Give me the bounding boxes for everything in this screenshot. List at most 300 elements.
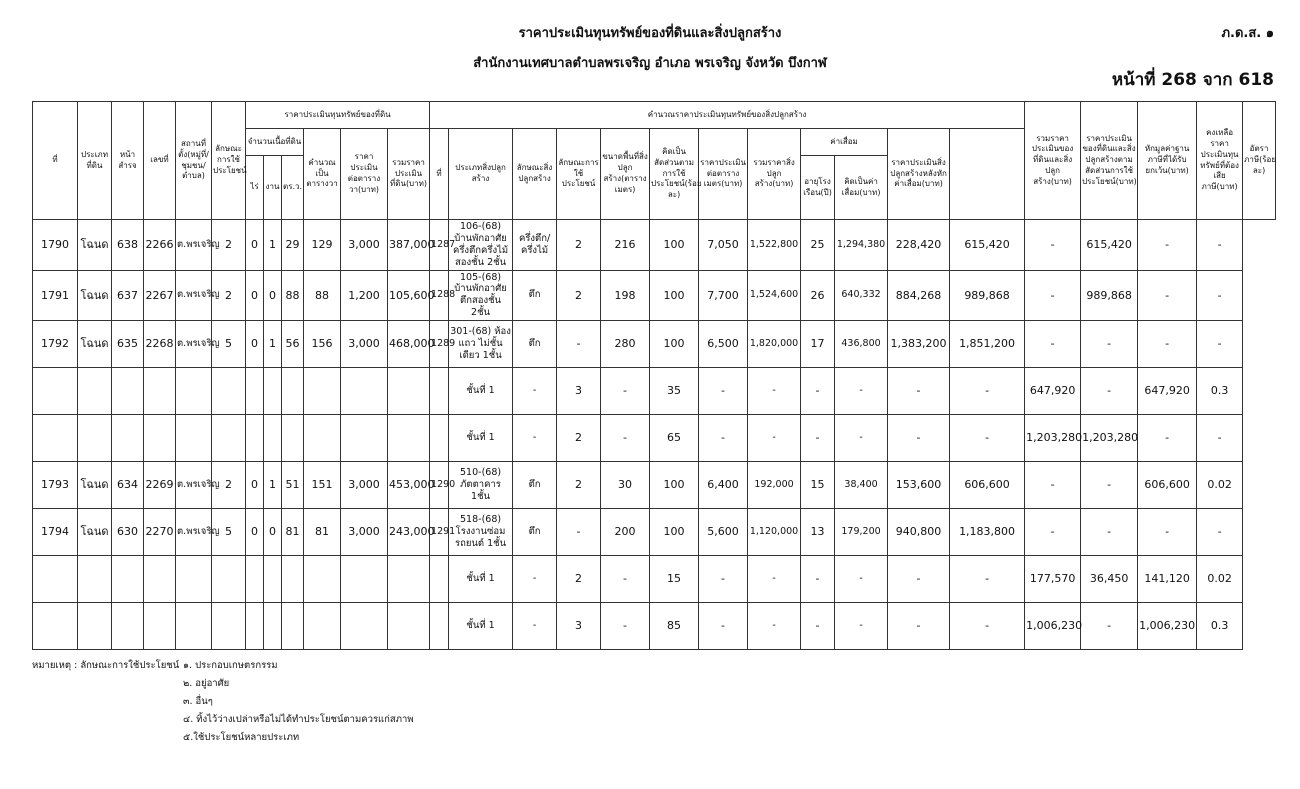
cell-land [388, 556, 430, 603]
cell-after: 228,420 [888, 220, 950, 271]
cell-loc [176, 368, 212, 415]
cell-after: 153,600 [888, 462, 950, 509]
cell-bno: 1291 [430, 509, 449, 556]
col-rate: อัตราภาษี(ร้อยละ) [1243, 102, 1276, 220]
cell-rate: - [1197, 415, 1243, 462]
col-grand-total: รวมราคาประเมินของที่ดินและสิ่งปลูกสร้าง(บาท) [1025, 102, 1081, 220]
cell-grand: 615,420 [950, 220, 1025, 271]
cell-psqm: 6,500 [699, 321, 748, 368]
cell-btotal: - [748, 415, 801, 462]
cell-wa [282, 556, 304, 603]
group-depreciation: ค่าเสื่อม [801, 129, 888, 156]
document-title: ราคาประเมินทุนทรัพย์ของที่ดินและสิ่งปลูกสร้าง [518, 26, 782, 41]
cell-age: 13 [801, 509, 835, 556]
cell-btype: ชั้นที่ 1 [449, 415, 513, 462]
cell-pg: 634 [112, 462, 144, 509]
cell-land: 453,000 [388, 462, 430, 509]
col-use-percent: คิดเป็นสัดส่วนตามการใช้ประโยชน์(ร้อยละ) [650, 129, 699, 220]
note-item: ๔. ทิ้งไว้ว่างเปล่าหรือไม่ได้ทำประโยชน์ตามควรแก่สภาพ [183, 714, 414, 725]
cell-remain: - [1138, 220, 1197, 271]
cell-ppw [341, 415, 388, 462]
cell-depr: - [835, 415, 888, 462]
cell-doc: โฉนด [78, 270, 112, 321]
cell-rate: - [1197, 270, 1243, 321]
cell-doc: โฉนด [78, 462, 112, 509]
note-item: ๒. อยู่อาศัย [183, 678, 230, 689]
cell-depr: 436,800 [835, 321, 888, 368]
cell-rai: 0 [246, 509, 264, 556]
cell-buse: 2 [557, 415, 601, 462]
office-title: สำนักงานเทศบาลตำบลพรเจริญ อำเภอ พรเจริญ จังหวัด บึงกาฬ [473, 56, 827, 71]
cell-remain: - [1138, 321, 1197, 368]
cell-remain: - [1138, 415, 1197, 462]
cell-loc: ต.พรเจริญ [176, 270, 212, 321]
cell-doc [78, 603, 112, 650]
cell-num [144, 415, 176, 462]
cell-loc: ต.พรเจริญ [176, 462, 212, 509]
cell-land: 387,000 [388, 220, 430, 271]
cell-area: 216 [601, 220, 650, 271]
cell-ppw: 3,000 [341, 220, 388, 271]
cell-btotal: 1,522,800 [748, 220, 801, 271]
cell-loc: ต.พรเจริญ [176, 321, 212, 368]
cell-rai: 0 [246, 462, 264, 509]
cell-rate: 0.02 [1197, 556, 1243, 603]
cell-rate: 0.3 [1197, 368, 1243, 415]
cell-wa: 81 [282, 509, 304, 556]
cell-bno [430, 603, 449, 650]
col-price-sqm: ราคาประเมินต่อตารางเมตร(บาท) [699, 129, 748, 220]
cell-pg: 630 [112, 509, 144, 556]
col-doc-type: ประเภทที่ดิน [78, 102, 112, 220]
cell-pct: 100 [650, 509, 699, 556]
cell-psqm: 7,050 [699, 220, 748, 271]
cell-area: - [601, 603, 650, 650]
cell-age: 17 [801, 321, 835, 368]
cell-wa [282, 603, 304, 650]
cell-sqwa [304, 556, 341, 603]
cell-pct: 85 [650, 603, 699, 650]
cell-rai: 0 [246, 321, 264, 368]
cell-ppw: 1,200 [341, 270, 388, 321]
cell-depr: - [835, 368, 888, 415]
cell-after: 1,383,200 [888, 321, 950, 368]
cell-num [144, 556, 176, 603]
cell-no [33, 556, 78, 603]
cell-age: - [801, 556, 835, 603]
cell-use: 5 [212, 509, 246, 556]
cell-rai [246, 556, 264, 603]
cell-depr: 179,200 [835, 509, 888, 556]
cell-loc [176, 603, 212, 650]
cell-psqm: 7,700 [699, 270, 748, 321]
cell-sqwa: 81 [304, 509, 341, 556]
cell-buse: 2 [557, 556, 601, 603]
table-row [33, 415, 1276, 462]
cell-wa [282, 368, 304, 415]
cell-doc [78, 556, 112, 603]
table-row [33, 321, 1276, 368]
cell-pg [112, 603, 144, 650]
cell-remain: - [1138, 509, 1197, 556]
cell-depr: - [835, 556, 888, 603]
cell-after: - [888, 368, 950, 415]
cell-bkind: ตึก [513, 462, 557, 509]
cell-num: 2269 [144, 462, 176, 509]
cell-deduct: 1,203,280 [1081, 415, 1138, 462]
cell-btype: 301-(68) ห้องแถว ไม่ชั้นเดียว 1ชั้น [449, 321, 513, 368]
cell-deduct: - [1081, 368, 1138, 415]
cell-deduct: 989,868 [1081, 270, 1138, 321]
col-land-total: รวมราคาประเมินที่ดิน(บาท) [388, 129, 430, 220]
cell-pct: 100 [650, 220, 699, 271]
table-row [33, 368, 1276, 415]
cell-remain: 606,600 [1138, 462, 1197, 509]
cell-buse: 3 [557, 368, 601, 415]
note-item: ๑. ประกอบเกษตรกรรม [183, 660, 278, 671]
cell-buse: - [557, 321, 601, 368]
cell-psqm: - [699, 556, 748, 603]
cell-remain: - [1138, 270, 1197, 321]
cell-pct: 100 [650, 462, 699, 509]
cell-deduct: - [1081, 321, 1138, 368]
cell-grand: 989,868 [950, 270, 1025, 321]
cell-loc [176, 556, 212, 603]
cell-area: - [601, 368, 650, 415]
cell-wa: 51 [282, 462, 304, 509]
cell-ppw [341, 368, 388, 415]
cell-bkind: ตึก [513, 270, 557, 321]
cell-wa: 29 [282, 220, 304, 271]
cell-byuse: - [1025, 321, 1081, 368]
cell-pct: 15 [650, 556, 699, 603]
cell-wa [282, 415, 304, 462]
col-wa: ตร.ว. [282, 156, 304, 220]
cell-btype: 105-(68) บ้านพักอาศัยตึกสองชั้น 2ชั้น [449, 270, 513, 321]
cell-land: 105,600 [388, 270, 430, 321]
col-after-depreciation: ราคาประเมินสิ่งปลูกสร้างหลังหักค่าเสื่อม(บาท) [888, 129, 950, 220]
cell-use: 2 [212, 220, 246, 271]
cell-sqwa [304, 415, 341, 462]
cell-num: 2268 [144, 321, 176, 368]
cell-land: 468,000 [388, 321, 430, 368]
cell-age: 25 [801, 220, 835, 271]
cell-btype: ชั้นที่ 1 [449, 556, 513, 603]
col-doc-number: เลขที่ [144, 102, 176, 220]
cell-grand: - [950, 603, 1025, 650]
cell-sqwa: 88 [304, 270, 341, 321]
cell-rate: - [1197, 220, 1243, 271]
cell-btotal: - [748, 368, 801, 415]
cell-btype: ชั้นที่ 1 [449, 368, 513, 415]
cell-grand: - [950, 556, 1025, 603]
cell-buse: 2 [557, 270, 601, 321]
cell-btype: ชั้นที่ 1 [449, 603, 513, 650]
col-age: อายุโรงเรือน(ปี) [801, 156, 835, 220]
table-row [33, 462, 1276, 509]
cell-byuse: - [1025, 220, 1081, 271]
cell-no: 1794 [33, 509, 78, 556]
col-sqwa: คำนวณเป็นตารางวา [304, 129, 341, 220]
cell-use: 5 [212, 321, 246, 368]
table-row [33, 220, 1276, 271]
cell-area: - [601, 556, 650, 603]
cell-pct: 100 [650, 321, 699, 368]
col-building-total: รวมราคาสิ่งปลูกสร้าง(บาท) [748, 129, 801, 220]
cell-sqwa [304, 603, 341, 650]
cell-ngan: 0 [264, 509, 282, 556]
table-row [33, 509, 1276, 556]
col-by-use: ราคาประเมินของที่ดินและสิ่งปลูกสร้างตามสัดส่วนการใช้ประโยชน์(บาท) [1081, 102, 1138, 220]
cell-bno: 1287 [430, 220, 449, 271]
cell-doc: โฉนด [78, 220, 112, 271]
cell-sqwa: 156 [304, 321, 341, 368]
note-item: ๕.ใช้ประโยชน์หลายประเภท [183, 732, 300, 743]
cell-deduct: - [1081, 509, 1138, 556]
cell-depr: 1,294,380 [835, 220, 888, 271]
cell-rate: 0.3 [1197, 603, 1243, 650]
cell-after: - [888, 603, 950, 650]
col-rai: ไร่ [246, 156, 264, 220]
cell-pg [112, 368, 144, 415]
cell-grand: - [950, 368, 1025, 415]
cell-buse: 3 [557, 603, 601, 650]
cell-use [212, 368, 246, 415]
cell-btotal: 1,524,600 [748, 270, 801, 321]
note-item: ๓. อื่นๆ [183, 696, 213, 707]
cell-remain: 141,120 [1138, 556, 1197, 603]
cell-btype: 510-(68) ภัตตาคาร 1ชั้น [449, 462, 513, 509]
cell-bkind: - [513, 415, 557, 462]
cell-grand: - [950, 415, 1025, 462]
cell-ngan: 1 [264, 462, 282, 509]
cell-bno [430, 415, 449, 462]
assessment-table [32, 101, 1276, 650]
cell-age: - [801, 603, 835, 650]
cell-btotal: 1,120,000 [748, 509, 801, 556]
cell-use [212, 415, 246, 462]
cell-bno: 1289 [430, 321, 449, 368]
cell-loc: ต.พรเจริญ [176, 509, 212, 556]
cell-btotal: - [748, 556, 801, 603]
form-code: ภ.ด.ส. ๑ [1221, 26, 1274, 41]
cell-byuse: - [1025, 270, 1081, 321]
cell-psqm: 6,400 [699, 462, 748, 509]
cell-after: - [888, 415, 950, 462]
col-page-survey: หน้าสำรจ [112, 102, 144, 220]
cell-bkind: ครึ่งตึก/ครึ่งไม้ [513, 220, 557, 271]
cell-use [212, 556, 246, 603]
cell-ngan [264, 415, 282, 462]
cell-bkind: ตึก [513, 321, 557, 368]
cell-land: 243,000 [388, 509, 430, 556]
cell-rate: 0.02 [1197, 462, 1243, 509]
col-ngan: งาน [264, 156, 282, 220]
cell-ngan: 1 [264, 321, 282, 368]
cell-byuse: - [1025, 462, 1081, 509]
cell-land [388, 368, 430, 415]
cell-depr: - [835, 603, 888, 650]
cell-age: - [801, 415, 835, 462]
cell-ppw [341, 556, 388, 603]
cell-deduct: - [1081, 603, 1138, 650]
cell-bno [430, 556, 449, 603]
cell-deduct: 615,420 [1081, 220, 1138, 271]
cell-ngan [264, 556, 282, 603]
cell-ngan: 1 [264, 220, 282, 271]
cell-buse: - [557, 509, 601, 556]
cell-age: - [801, 368, 835, 415]
cell-byuse: 1,006,230 [1025, 603, 1081, 650]
cell-depr: 38,400 [835, 462, 888, 509]
cell-num: 2270 [144, 509, 176, 556]
cell-area: 198 [601, 270, 650, 321]
cell-sqwa [304, 368, 341, 415]
cell-buse: 2 [557, 220, 601, 271]
cell-ppw: 3,000 [341, 321, 388, 368]
cell-sqwa: 129 [304, 220, 341, 271]
cell-area: 280 [601, 321, 650, 368]
cell-area: 30 [601, 462, 650, 509]
cell-psqm: - [699, 415, 748, 462]
col-remain: คงเหลือราคาประเมินทุนทรัพย์ที่ต้องเสียภาษี(บาท) [1197, 102, 1243, 220]
cell-psqm: - [699, 603, 748, 650]
page-number: หน้าที่ 268 จาก 618 [1111, 70, 1274, 90]
notes-label: หมายเหตุ : ลักษณะการใช้ประโยชน์ [32, 660, 180, 671]
col-location: สถานที่ตั้ง(หมู่ที่/ชุมชน/ตำบล) [176, 102, 212, 220]
cell-after: 884,268 [888, 270, 950, 321]
group-building: คำนวณราคาประเมินทุนทรัพย์ของสิ่งปลูกสร้าง [430, 102, 1025, 129]
col-building-use: ลักษณะการใช้ประโยชน์ [557, 129, 601, 220]
cell-num: 2266 [144, 220, 176, 271]
col-use-type: ลักษณะการใช้ประโยชน์ [212, 102, 246, 220]
cell-ppw: 3,000 [341, 462, 388, 509]
cell-loc [176, 415, 212, 462]
cell-btotal: - [748, 603, 801, 650]
cell-area: 200 [601, 509, 650, 556]
cell-remain: 1,006,230 [1138, 603, 1197, 650]
cell-loc: ต.พรเจริญ [176, 220, 212, 271]
cell-grand: 1,851,200 [950, 321, 1025, 368]
cell-use [212, 603, 246, 650]
col-building-kind: ลักษณะสิ่งปลูกสร้าง [513, 129, 557, 220]
cell-ppw [341, 603, 388, 650]
notes-items [183, 657, 414, 747]
cell-rai: 0 [246, 220, 264, 271]
cell-no: 1793 [33, 462, 78, 509]
cell-pg: 638 [112, 220, 144, 271]
cell-sqwa: 151 [304, 462, 341, 509]
table-row [33, 270, 1276, 321]
cell-btype: 106-(68) บ้านพักอาศัยครึ่งตึกครึ่งไม้สองชั้น 2ชั้น [449, 220, 513, 271]
cell-rate: - [1197, 509, 1243, 556]
cell-bkind: ตึก [513, 509, 557, 556]
col-no: ที่ [33, 102, 78, 220]
cell-pct: 65 [650, 415, 699, 462]
cell-byuse: 177,570 [1025, 556, 1081, 603]
cell-rai: 0 [246, 270, 264, 321]
cell-bno [430, 368, 449, 415]
cell-ngan [264, 368, 282, 415]
cell-area: - [601, 415, 650, 462]
col-deduct: หักมูลค่าฐานภาษีที่ได้รับยกเว้น(บาท) [1138, 102, 1197, 220]
cell-pg: 637 [112, 270, 144, 321]
cell-bkind: - [513, 368, 557, 415]
cell-psqm: 5,600 [699, 509, 748, 556]
cell-after: 940,800 [888, 509, 950, 556]
cell-no [33, 603, 78, 650]
cell-use: 2 [212, 270, 246, 321]
cell-psqm: - [699, 368, 748, 415]
cell-grand: 1,183,800 [950, 509, 1025, 556]
cell-ngan: 0 [264, 270, 282, 321]
cell-remain: 647,920 [1138, 368, 1197, 415]
cell-depr: 640,332 [835, 270, 888, 321]
cell-no: 1790 [33, 220, 78, 271]
cell-btotal: 1,820,000 [748, 321, 801, 368]
cell-wa: 56 [282, 321, 304, 368]
cell-num [144, 368, 176, 415]
col-building-area: ขนาดพื้นที่สิ่งปลูกสร้าง(ตารางเมตร) [601, 129, 650, 220]
cell-num: 2267 [144, 270, 176, 321]
table-row [33, 556, 1276, 603]
cell-deduct: - [1081, 462, 1138, 509]
cell-rai [246, 603, 264, 650]
cell-no [33, 368, 78, 415]
cell-doc [78, 368, 112, 415]
cell-pct: 35 [650, 368, 699, 415]
cell-pg [112, 556, 144, 603]
cell-after: - [888, 556, 950, 603]
col-depreciation: คิดเป็นค่าเสื่อม(บาท) [835, 156, 888, 220]
cell-btotal: 192,000 [748, 462, 801, 509]
cell-ngan [264, 603, 282, 650]
cell-no [33, 415, 78, 462]
cell-bkind: - [513, 603, 557, 650]
cell-btype: 518-(68) โรงงานซ่อมรถยนต์ 1ชั้น [449, 509, 513, 556]
cell-wa: 88 [282, 270, 304, 321]
cell-byuse: 1,203,280 [1025, 415, 1081, 462]
cell-pg: 635 [112, 321, 144, 368]
cell-rai [246, 368, 264, 415]
group-area: จำนวนเนื้อที่ดิน [246, 129, 304, 156]
cell-land [388, 603, 430, 650]
cell-no: 1792 [33, 321, 78, 368]
cell-pg [112, 415, 144, 462]
cell-bno: 1290 [430, 462, 449, 509]
group-land: ราคาประเมินทุนทรัพย์ของที่ดิน [246, 102, 430, 129]
col-building-no: ที่ [430, 129, 449, 220]
cell-land [388, 415, 430, 462]
col-building-type: ประเภทสิ่งปลูกสร้าง [449, 129, 513, 220]
cell-bno: 1288 [430, 270, 449, 321]
cell-use: 2 [212, 462, 246, 509]
cell-doc: โฉนด [78, 321, 112, 368]
cell-ppw: 3,000 [341, 509, 388, 556]
cell-rai [246, 415, 264, 462]
cell-byuse: 647,920 [1025, 368, 1081, 415]
cell-doc: โฉนด [78, 509, 112, 556]
cell-pct: 100 [650, 270, 699, 321]
cell-age: 15 [801, 462, 835, 509]
col-price-per-wa: ราคาประเมินต่อตารางวา(บาท) [341, 129, 388, 220]
cell-grand: 606,600 [950, 462, 1025, 509]
cell-doc [78, 415, 112, 462]
cell-buse: 2 [557, 462, 601, 509]
cell-age: 26 [801, 270, 835, 321]
cell-byuse: - [1025, 509, 1081, 556]
cell-bkind: - [513, 556, 557, 603]
